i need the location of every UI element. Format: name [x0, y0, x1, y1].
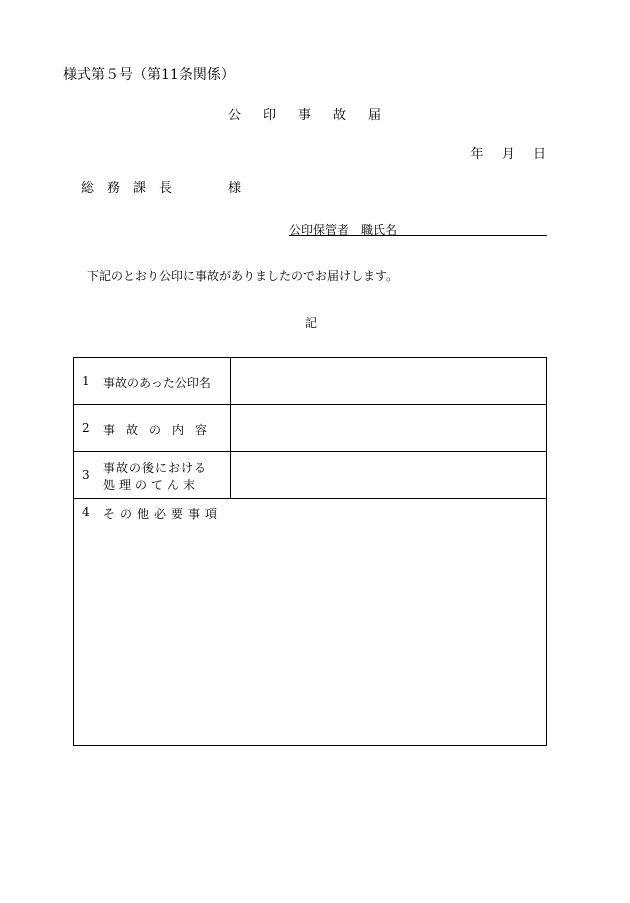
custodian-label: 公印保管者 — [289, 223, 350, 237]
row-label: その他必要事項 — [103, 507, 223, 521]
row-number: 2 — [82, 421, 90, 435]
ki-label: 記 — [305, 316, 318, 330]
label-cell — [74, 358, 231, 404]
table-row — [74, 452, 546, 499]
label-cell — [74, 452, 231, 498]
incident-details-field[interactable] — [231, 405, 546, 451]
form-number: 様式第５号（第11条関係） — [63, 67, 235, 83]
label-cell — [74, 405, 231, 451]
table-row — [74, 358, 546, 405]
report-table — [73, 357, 547, 746]
date-line — [471, 143, 546, 162]
row-number: 3 — [82, 468, 90, 482]
addressee-title: 総務課長 — [81, 181, 186, 196]
row-number: 1 — [82, 374, 90, 388]
table-row[interactable] — [74, 499, 546, 745]
subsequent-handling-field[interactable] — [231, 452, 546, 498]
custodian-name-label: 職氏名 — [361, 223, 398, 237]
addressee-suffix: 様 — [228, 181, 242, 196]
row-label-line2: 処理のてん末 — [103, 478, 200, 492]
intro-text: 下記のとおり公印に事故がありましたのでお届けします。 — [87, 269, 399, 283]
custodian-field[interactable] — [289, 221, 547, 236]
month-label: 月 — [501, 147, 515, 162]
row-label: 事故の内容 — [103, 423, 219, 437]
document-title: 公印事故届 — [228, 108, 404, 123]
day-label: 日 — [532, 147, 546, 162]
seal-name-field[interactable] — [231, 358, 546, 404]
row-label: 事故のあった公印名 — [103, 376, 211, 390]
row-number: 4 — [82, 505, 90, 519]
year-label: 年 — [470, 147, 484, 162]
row-label-line1: 事故の後における — [103, 461, 208, 475]
table-row — [74, 405, 546, 452]
